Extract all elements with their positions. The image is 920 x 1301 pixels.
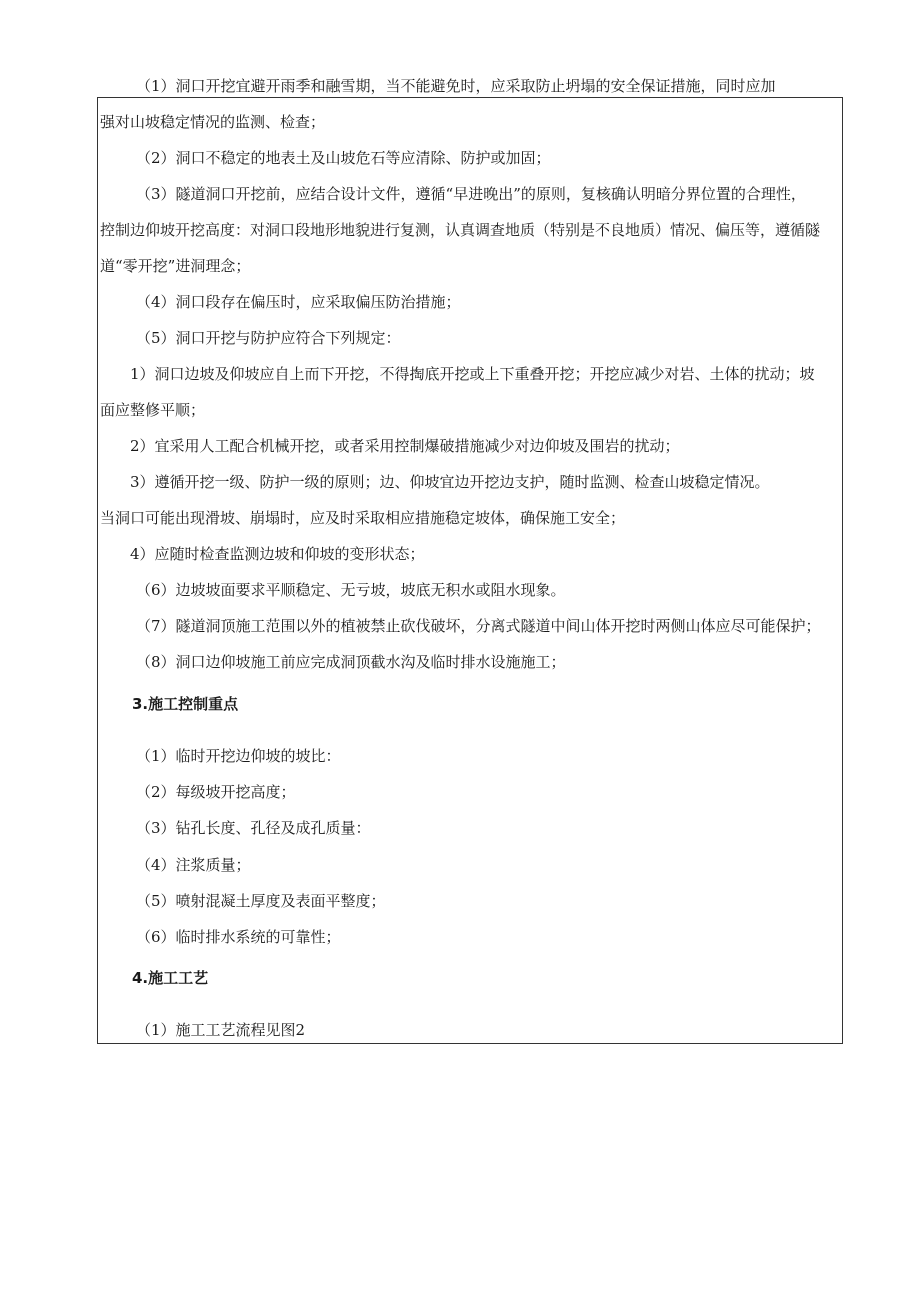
paragraph-line: 面应整修平顺； xyxy=(100,401,206,419)
list-item: （6）临时排水系统的可靠性； xyxy=(136,928,341,946)
paragraph-line: （1）洞口开挖宜避开雨季和融雪期，当不能避免时，应采取防止坍塌的安全保证措施，同时应加 xyxy=(136,77,776,95)
list-item: （4）注浆质量； xyxy=(136,856,251,874)
section-heading: 3.施工控制重点 xyxy=(132,695,239,713)
paragraph-line: （4）洞口段存在偏压时，应采取偏压防治措施； xyxy=(136,293,461,311)
paragraph-line: 控制边仰坡开挖高度：对洞口段地形地貌进行复测，认真调查地质（特别是不良地质）情况、偏压等，遵循隧 xyxy=(100,221,821,239)
section-heading: 4.施工工艺 xyxy=(132,969,209,987)
paragraph-line: 1）洞口边坡及仰坡应自上而下开挖，不得掏底开挖或上下重叠开挖；开挖应减少对岩、土体的扰动；坡 xyxy=(130,365,815,383)
paragraph-line: （3）隧道洞口开挖前，应结合设计文件，遵循“早进晚出”的原则，复核确认明暗分界位置的合理性， xyxy=(136,185,806,203)
paragraph-line: 3）遵循开挖一级、防护一级的原则；边、仰坡宜边开挖边支护，随时监测、检查山坡稳定情况。 xyxy=(130,473,770,491)
list-item: （3）钻孔长度、孔径及成孔质量： xyxy=(136,819,371,837)
list-item: （5）喷射混凝土厚度及表面平整度； xyxy=(136,892,386,910)
paragraph-line: （7）隧道洞顶施工范围以外的植被禁止砍伐破坏，分离式隧道中间山体开挖时两侧山体应尽可能保护； xyxy=(136,617,821,635)
paragraph-line: （5）洞口开挖与防护应符合下列规定： xyxy=(136,329,401,347)
paragraph-line: （6）边坡坡面要求平顺稳定、无亏坡，坡底无积水或阻水现象。 xyxy=(136,581,566,599)
paragraph-line: 4）应随时检查监测边坡和仰坡的变形状态； xyxy=(130,545,425,563)
paragraph-line: （2）洞口不稳定的地表土及山坡危石等应清除、防护或加固； xyxy=(136,149,551,167)
paragraph-line: （8）洞口边仰坡施工前应完成洞顶截水沟及临时排水设施施工； xyxy=(136,653,566,671)
list-item: （1）施工工艺流程见图2 xyxy=(136,1021,306,1039)
paragraph-line: 强对山坡稳定情况的监测、检查； xyxy=(100,113,326,131)
paragraph-line: 当洞口可能出现滑坡、崩塌时，应及时采取相应措施稳定坡体，确保施工安全； xyxy=(100,509,626,527)
list-item: （1）临时开挖边仰坡的坡比： xyxy=(136,747,341,765)
list-item: （2）每级坡开挖高度； xyxy=(136,783,296,801)
paragraph-line: 2）宜采用人工配合机械开挖，或者采用控制爆破措施减少对边仰坡及围岩的扰动； xyxy=(130,437,680,455)
paragraph-line: 道“零开挖”进洞理念； xyxy=(100,257,251,275)
